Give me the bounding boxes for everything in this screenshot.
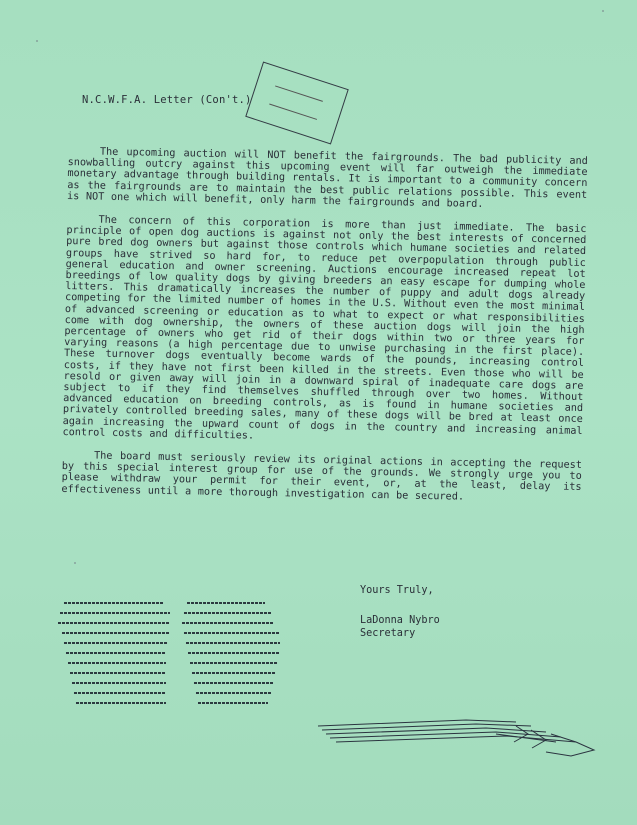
signature-scribble (316, 712, 606, 762)
stamp-inner-mark (269, 85, 323, 119)
signer-title: Secretary (360, 628, 416, 639)
letter-body (61, 146, 588, 517)
letter-header: N.C.W.F.A. Letter (Con't.) (82, 94, 252, 106)
paper-speck (36, 40, 38, 42)
paragraph-2: The concern of this corporation is more than just immediate. The basic principle of open dog auctions is against not only the best interests of concerned pure bred dog owners but against those controls which humane societies and related groups have strived so hard for, to reduce pet overpopulation through public general education and owner screening. Auctions encourage increased repeat lot breedings of low quality dogs by giving breeders an easy escape for dumping whole litters. This dramatically increases the number of puppy and adult dogs already competing for the limited number of homes in the U.S. Without even the most minimal of advanced screening or education as to what to expect or what responsibilities come with dog ownership, the owners of these auction dogs will join the high percentage of owners who get rid of their dogs within two or three years for varying reasons (a high percentage due to unwise purchasing in the first place). These turnover dogs eventually become wards of the pounds, increasing control costs, if they have not first been killed in the streets. Even those who will be resold or given away will join in a downward spiral of inadequate care dogs are subject to if they find themselves shuffled through over two homes. Without advanced education on breeding controls, as is found in humane societies and privately controlled breeding sales, many of these dogs will be bred at least once again increasing the upward count of dogs in the country and increasing animal control costs and difficulties. (62, 214, 587, 442)
signer-name: LaDonna Nybro (360, 614, 440, 626)
redacted-signature-block (52, 598, 312, 718)
paragraph-3: The board must seriously review its original actions in accepting the request by this special interest group for use of the grounds. We strongly urge you to please withdraw your permit for their event, or, at the least, delay its effectiveness until a more thorough investigation can be secured. (61, 450, 583, 503)
stamp-mark (245, 62, 349, 145)
closing-salutation: Yours Truly, (360, 585, 434, 596)
paper-speck (602, 10, 604, 12)
paragraph-1: The upcoming auction will NOT benefit the fairgrounds. The bad publicity and snowballing outcry against this upcoming event will far outweigh the immediate monetary advantage through building rentals. It is important to a community concern as the fairgrounds are to maintain the best public relations possible. This event is NOT one which will benefit, only harm the fairgrounds and board. (66, 146, 588, 210)
paper-speck (74, 562, 76, 564)
letter-closing (360, 584, 440, 641)
